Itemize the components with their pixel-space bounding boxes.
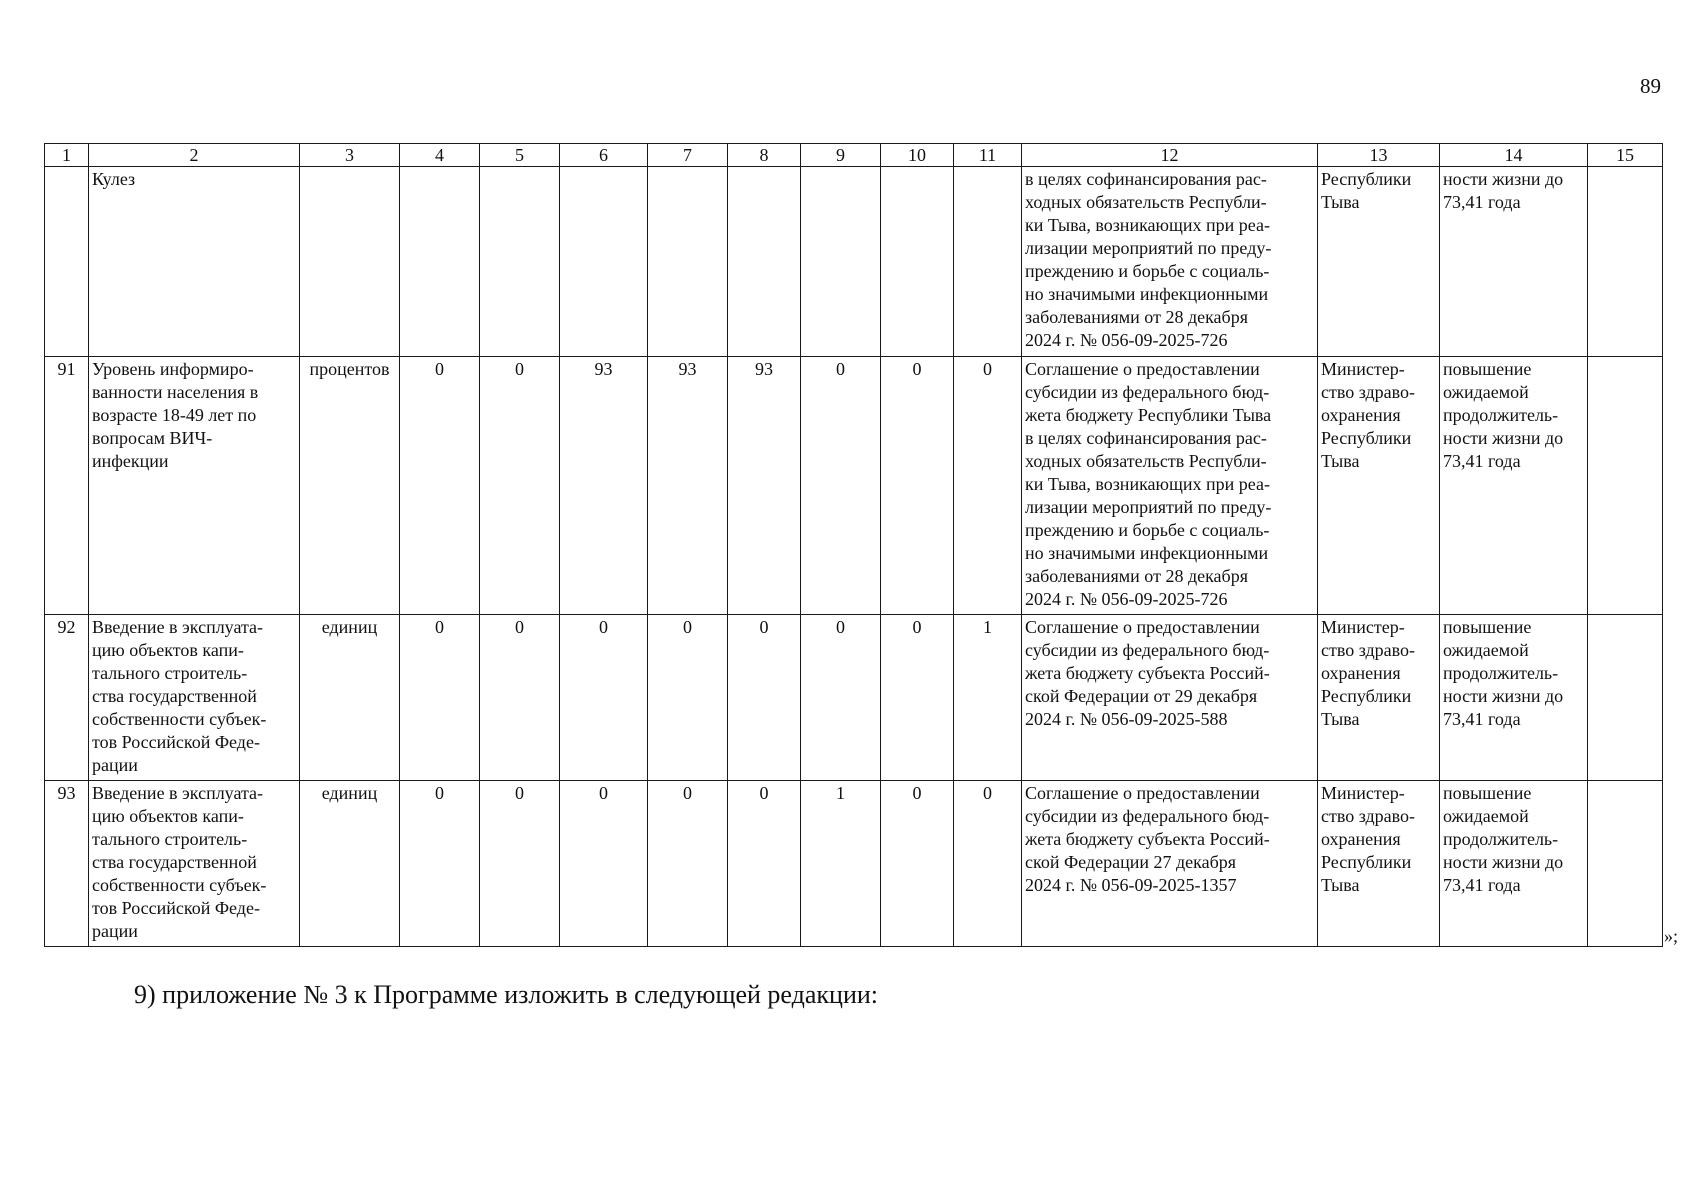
- cell-value: [648, 167, 728, 357]
- cell-indicator: Уровень информиро- ванности населения в возрасте 18-49 лет по вопросам ВИЧ- инфекции: [89, 357, 300, 615]
- instruction-paragraph: 9) приложение № 3 к Программе изложить в следующей редакции:: [134, 980, 878, 1009]
- cell-empty: [1588, 781, 1663, 947]
- cell-empty: [1588, 167, 1663, 357]
- column-header: 8: [728, 144, 801, 167]
- column-header: 15: [1588, 144, 1663, 167]
- cell-value: 0: [881, 781, 954, 947]
- cell-value: 0: [881, 615, 954, 781]
- cell-responsible: Республики Тыва: [1318, 167, 1440, 357]
- cell-value: 0: [728, 781, 801, 947]
- cell-empty: [1588, 615, 1663, 781]
- cell-agreement: Соглашение о предоставлении субсидии из федерального бюд- жета бюджету субъекта Россий- ской Федерации от 29 декабря 2024 г. № 056-09-2025-588: [1022, 615, 1318, 781]
- cell-unit: [300, 167, 400, 357]
- cell-value: 0: [801, 615, 881, 781]
- cell-value: 0: [480, 615, 560, 781]
- cell-value: [954, 167, 1022, 357]
- page-number: 89: [1640, 74, 1661, 98]
- cell-value: 0: [400, 615, 480, 781]
- cell-value: 93: [728, 357, 801, 615]
- cell-indicator: Кулез: [89, 167, 300, 357]
- column-header: 9: [801, 144, 881, 167]
- cell-value: [728, 167, 801, 357]
- table-row: [45, 357, 1663, 615]
- cell-value: 93: [560, 357, 648, 615]
- cell-value: 0: [954, 357, 1022, 615]
- column-header: 4: [400, 144, 480, 167]
- cell-agreement: Соглашение о предоставлении субсидии из федерального бюд- жета бюджету Республики Тыва в целях софинансирования рас- ходных обязательств Республи- ки Тыва, возникающих при реа- лизации мероприятий по преду- преждению и борьбе с социаль- но значимыми инфекционными заболеваниями от 28 декабря 2024 г. № 056-09-2025-726: [1022, 357, 1318, 615]
- cell-result: повышение ожидаемой продолжитель- ности жизни до 73,41 года: [1440, 781, 1588, 947]
- cell-value: [801, 167, 881, 357]
- cell-responsible: Министер- ство здраво- охранения Республики Тыва: [1318, 781, 1440, 947]
- cell-value: [400, 167, 480, 357]
- cell-result: повышение ожидаемой продолжитель- ности жизни до 73,41 года: [1440, 615, 1588, 781]
- cell-agreement: в целях софинансирования рас- ходных обязательств Республи- ки Тыва, возникающих при реа- лизации мероприятий по преду- преждению и борьбе с социаль- но значимыми инфекционными заболеваниями от 28 декабря 2024 г. № 056-09-2025-726: [1022, 167, 1318, 357]
- table-row: [45, 167, 1663, 357]
- cell-value: 0: [480, 781, 560, 947]
- closing-quote: »;: [1664, 926, 1679, 946]
- cell-indicator: Введение в эксплуата- цию объектов капи- тального строитель- ства государственной собственности субъек- тов Российской Феде- рации: [89, 781, 300, 947]
- cell-unit: процентов: [300, 357, 400, 615]
- cell-empty: [1588, 357, 1663, 615]
- cell-value: 0: [954, 781, 1022, 947]
- cell-agreement: Соглашение о предоставлении субсидии из федерального бюд- жета бюджету субъекта Россий- ской Федерации 27 декабря 2024 г. № 056-09-2025-1357: [1022, 781, 1318, 947]
- table-row: [45, 781, 1663, 947]
- cell-number: 93: [45, 781, 89, 947]
- indicators-table: [44, 143, 1663, 947]
- cell-value: 0: [728, 615, 801, 781]
- cell-value: 0: [881, 357, 954, 615]
- cell-value: 0: [801, 357, 881, 615]
- column-header: 3: [300, 144, 400, 167]
- column-header: 14: [1440, 144, 1588, 167]
- cell-unit: единиц: [300, 615, 400, 781]
- cell-result: повышение ожидаемой продолжитель- ности жизни до 73,41 года: [1440, 357, 1588, 615]
- cell-value: [560, 167, 648, 357]
- column-header: 12: [1022, 144, 1318, 167]
- column-header: 13: [1318, 144, 1440, 167]
- cell-number: 92: [45, 615, 89, 781]
- column-header: 7: [648, 144, 728, 167]
- cell-value: [480, 167, 560, 357]
- cell-value: 0: [480, 357, 560, 615]
- cell-unit: единиц: [300, 781, 400, 947]
- cell-indicator: Введение в эксплуата- цию объектов капи- тального строитель- ства государственной собственности субъек- тов Российской Феде- рации: [89, 615, 300, 781]
- column-header: 2: [89, 144, 300, 167]
- cell-value: 1: [954, 615, 1022, 781]
- cell-value: 0: [648, 615, 728, 781]
- column-header: 6: [560, 144, 648, 167]
- table-row: [45, 615, 1663, 781]
- column-header: 5: [480, 144, 560, 167]
- cell-number: [45, 167, 89, 357]
- cell-responsible: Министер- ство здраво- охранения Республики Тыва: [1318, 357, 1440, 615]
- cell-result: ности жизни до 73,41 года: [1440, 167, 1588, 357]
- cell-value: [881, 167, 954, 357]
- cell-value: 93: [648, 357, 728, 615]
- cell-value: 0: [560, 781, 648, 947]
- cell-responsible: Министер- ство здраво- охранения Республики Тыва: [1318, 615, 1440, 781]
- column-header: 10: [881, 144, 954, 167]
- cell-value: 1: [801, 781, 881, 947]
- cell-value: 0: [400, 781, 480, 947]
- cell-value: 0: [560, 615, 648, 781]
- header-row: [45, 144, 1663, 167]
- cell-number: 91: [45, 357, 89, 615]
- cell-value: 0: [648, 781, 728, 947]
- column-header: 1: [45, 144, 89, 167]
- column-header: 11: [954, 144, 1022, 167]
- cell-value: 0: [400, 357, 480, 615]
